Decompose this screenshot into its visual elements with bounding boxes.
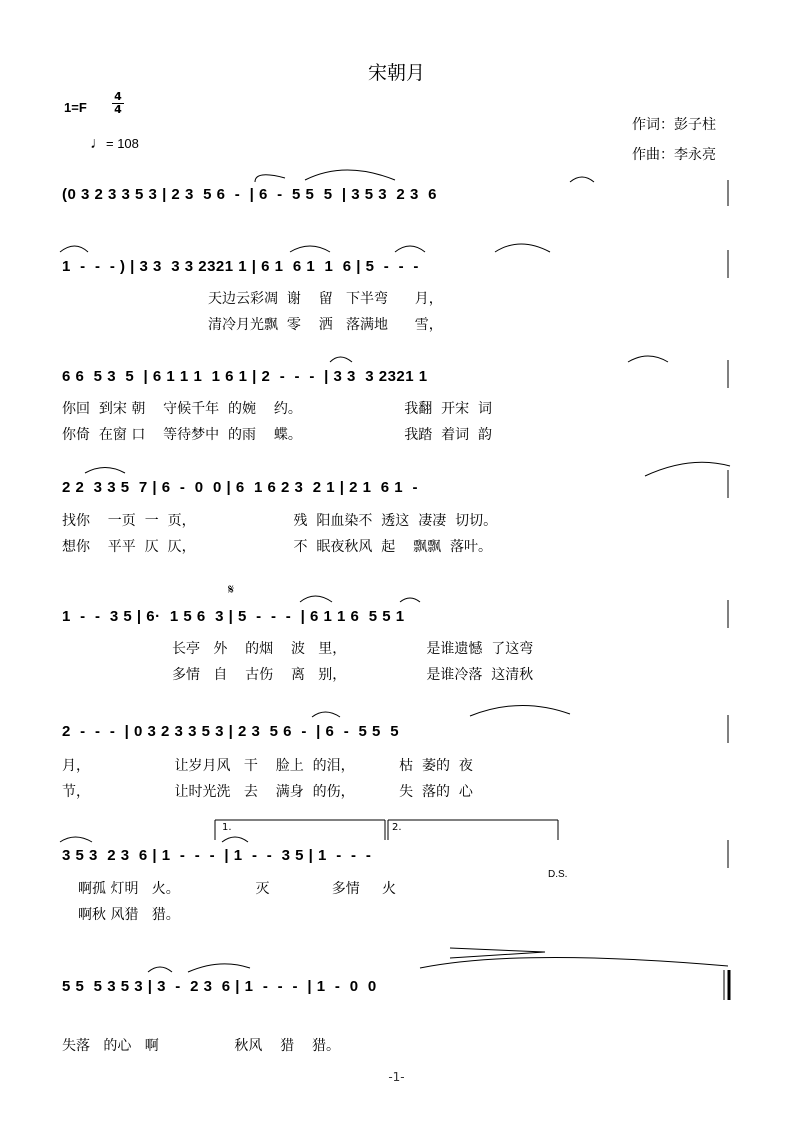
slur-8 <box>85 468 125 474</box>
notation-line-6: 2 - - - | 0 3 2 3 3 5 3 | 2 3 5 6 - | 6 - 5 5 5 <box>62 723 400 740</box>
lyricist: 作词：彭子柱 <box>632 117 716 133</box>
slur-5 <box>495 244 550 252</box>
slur-3 <box>290 246 330 252</box>
slur-6 <box>330 357 352 362</box>
lyric-line-6-verse-2: 节， 让时光洗 去 满身 的伤， 失 落的 心 <box>62 784 473 800</box>
notation-line-4: 2 2 3 3 5 7 | 6 - 0 0 | 6 1 6 2 3 2 1 | 2 1 6 1 - <box>62 479 418 496</box>
volta-1-label: 1. <box>222 822 232 833</box>
tie-5 <box>222 837 248 842</box>
tie-1 <box>305 170 395 180</box>
notation-line-1: (0 3 2 3 3 5 3 | 2 3 5 6 - | 6 - 5 5 5 | 3 5 3 2 3 6 <box>62 186 437 203</box>
lyric-line-7-verse-1: 啊孤 灯明 火。 灭 多情 火 <box>78 881 397 897</box>
dal-segno-marking: D.S. <box>548 869 568 880</box>
notation-line-8: 5 5 5 3 5 3 | 3 - 2 3 6 | 1 - - - | 1 - 0 0 <box>62 978 377 995</box>
notation-line-3: 6 6 5 3 5 | 6 1 1 1 1 6 1 | 2 - - - | 3 3 3 2321 1 <box>62 368 428 385</box>
lyric-line-5-verse-1: 长亭 外 的烟 波 里， 是谁遗憾 了这弯 <box>172 641 534 657</box>
song-title: 宋朝月 <box>367 62 425 84</box>
tie-3 <box>645 462 730 476</box>
tie-2 <box>60 246 88 252</box>
slur-11 <box>312 712 340 717</box>
slur-2 <box>570 177 594 182</box>
lyric-line-6-verse-1: 月， 让岁月风 干 脸上 的泪， 枯 萎的 夜 <box>62 758 473 774</box>
slur-1 <box>255 175 285 182</box>
segno-icon: 𝄋 <box>228 582 235 598</box>
quarter-note-icon: ♩ <box>90 135 106 152</box>
tie-4 <box>470 705 570 716</box>
tie-7 <box>420 957 728 968</box>
lyric-line-2-verse-2: 清冷月光飘 零 洒 落满地 雪， <box>208 317 443 333</box>
time-signature-bottom: 4 <box>112 103 124 116</box>
notation-line-5: 1 - - 3 5 | 6· 1 5 6 3 | 5 - - - | 6 1 1 6 5 5 1 <box>62 608 405 625</box>
lyric-line-4-verse-1: 找你 一页 一 页， 残 阳血染不 透这 凄凄 切切。 <box>62 513 498 529</box>
slur-9 <box>300 596 332 602</box>
slur-13 <box>148 967 172 972</box>
volta-2-label: 2. <box>392 822 402 833</box>
lyric-line-2-verse-1: 天边云彩凋 谢 留 下半弯 月， <box>208 291 443 307</box>
decrescendo-icon <box>450 948 545 958</box>
lyric-line-8: 失落 的心 啊 秋风 猎 猎。 <box>62 1038 340 1054</box>
time-signature-top: 4 <box>114 90 122 103</box>
slur-12 <box>60 837 92 842</box>
key-signature: 1=F <box>64 100 87 115</box>
volta-2-bracket <box>388 820 558 840</box>
lyric-line-3-verse-2: 你倚 在窗 口 等待梦中 的雨 蝶。 我踏 着词 韵 <box>62 427 493 443</box>
slur-10 <box>400 598 420 602</box>
notation-line-7: 3 5 3 2 3 6 | 1 - - - | 1 - - 3 5 | 1 - - - <box>62 847 372 864</box>
slur-7 <box>628 356 668 362</box>
tempo-value: = 108 <box>106 136 139 151</box>
page-number: -1- <box>388 1070 405 1084</box>
lyric-line-4-verse-2: 想你 平平 仄 仄， 不 眠夜秋风 起 飘飘 落叶。 <box>62 539 493 555</box>
tie-6 <box>188 964 250 972</box>
slur-4 <box>395 246 425 252</box>
lyric-line-3-verse-1: 你回 到宋 朝 守候千年 的婉 约。 我翻 开宋 词 <box>62 401 493 417</box>
composer: 作曲：李永亮 <box>632 147 716 163</box>
lyric-line-7-verse-2: 啊秋 风猎 猎。 <box>78 907 180 923</box>
lyric-line-5-verse-2: 多情 自 古伤 离 别， 是谁冷落 这清秋 <box>172 667 534 683</box>
notation-line-2: 1 - - - ) | 3 3 3 3 2321 1 | 6 1 6 1 1 6 | 5 - - - <box>62 258 419 275</box>
volta-1-bracket <box>215 820 385 840</box>
